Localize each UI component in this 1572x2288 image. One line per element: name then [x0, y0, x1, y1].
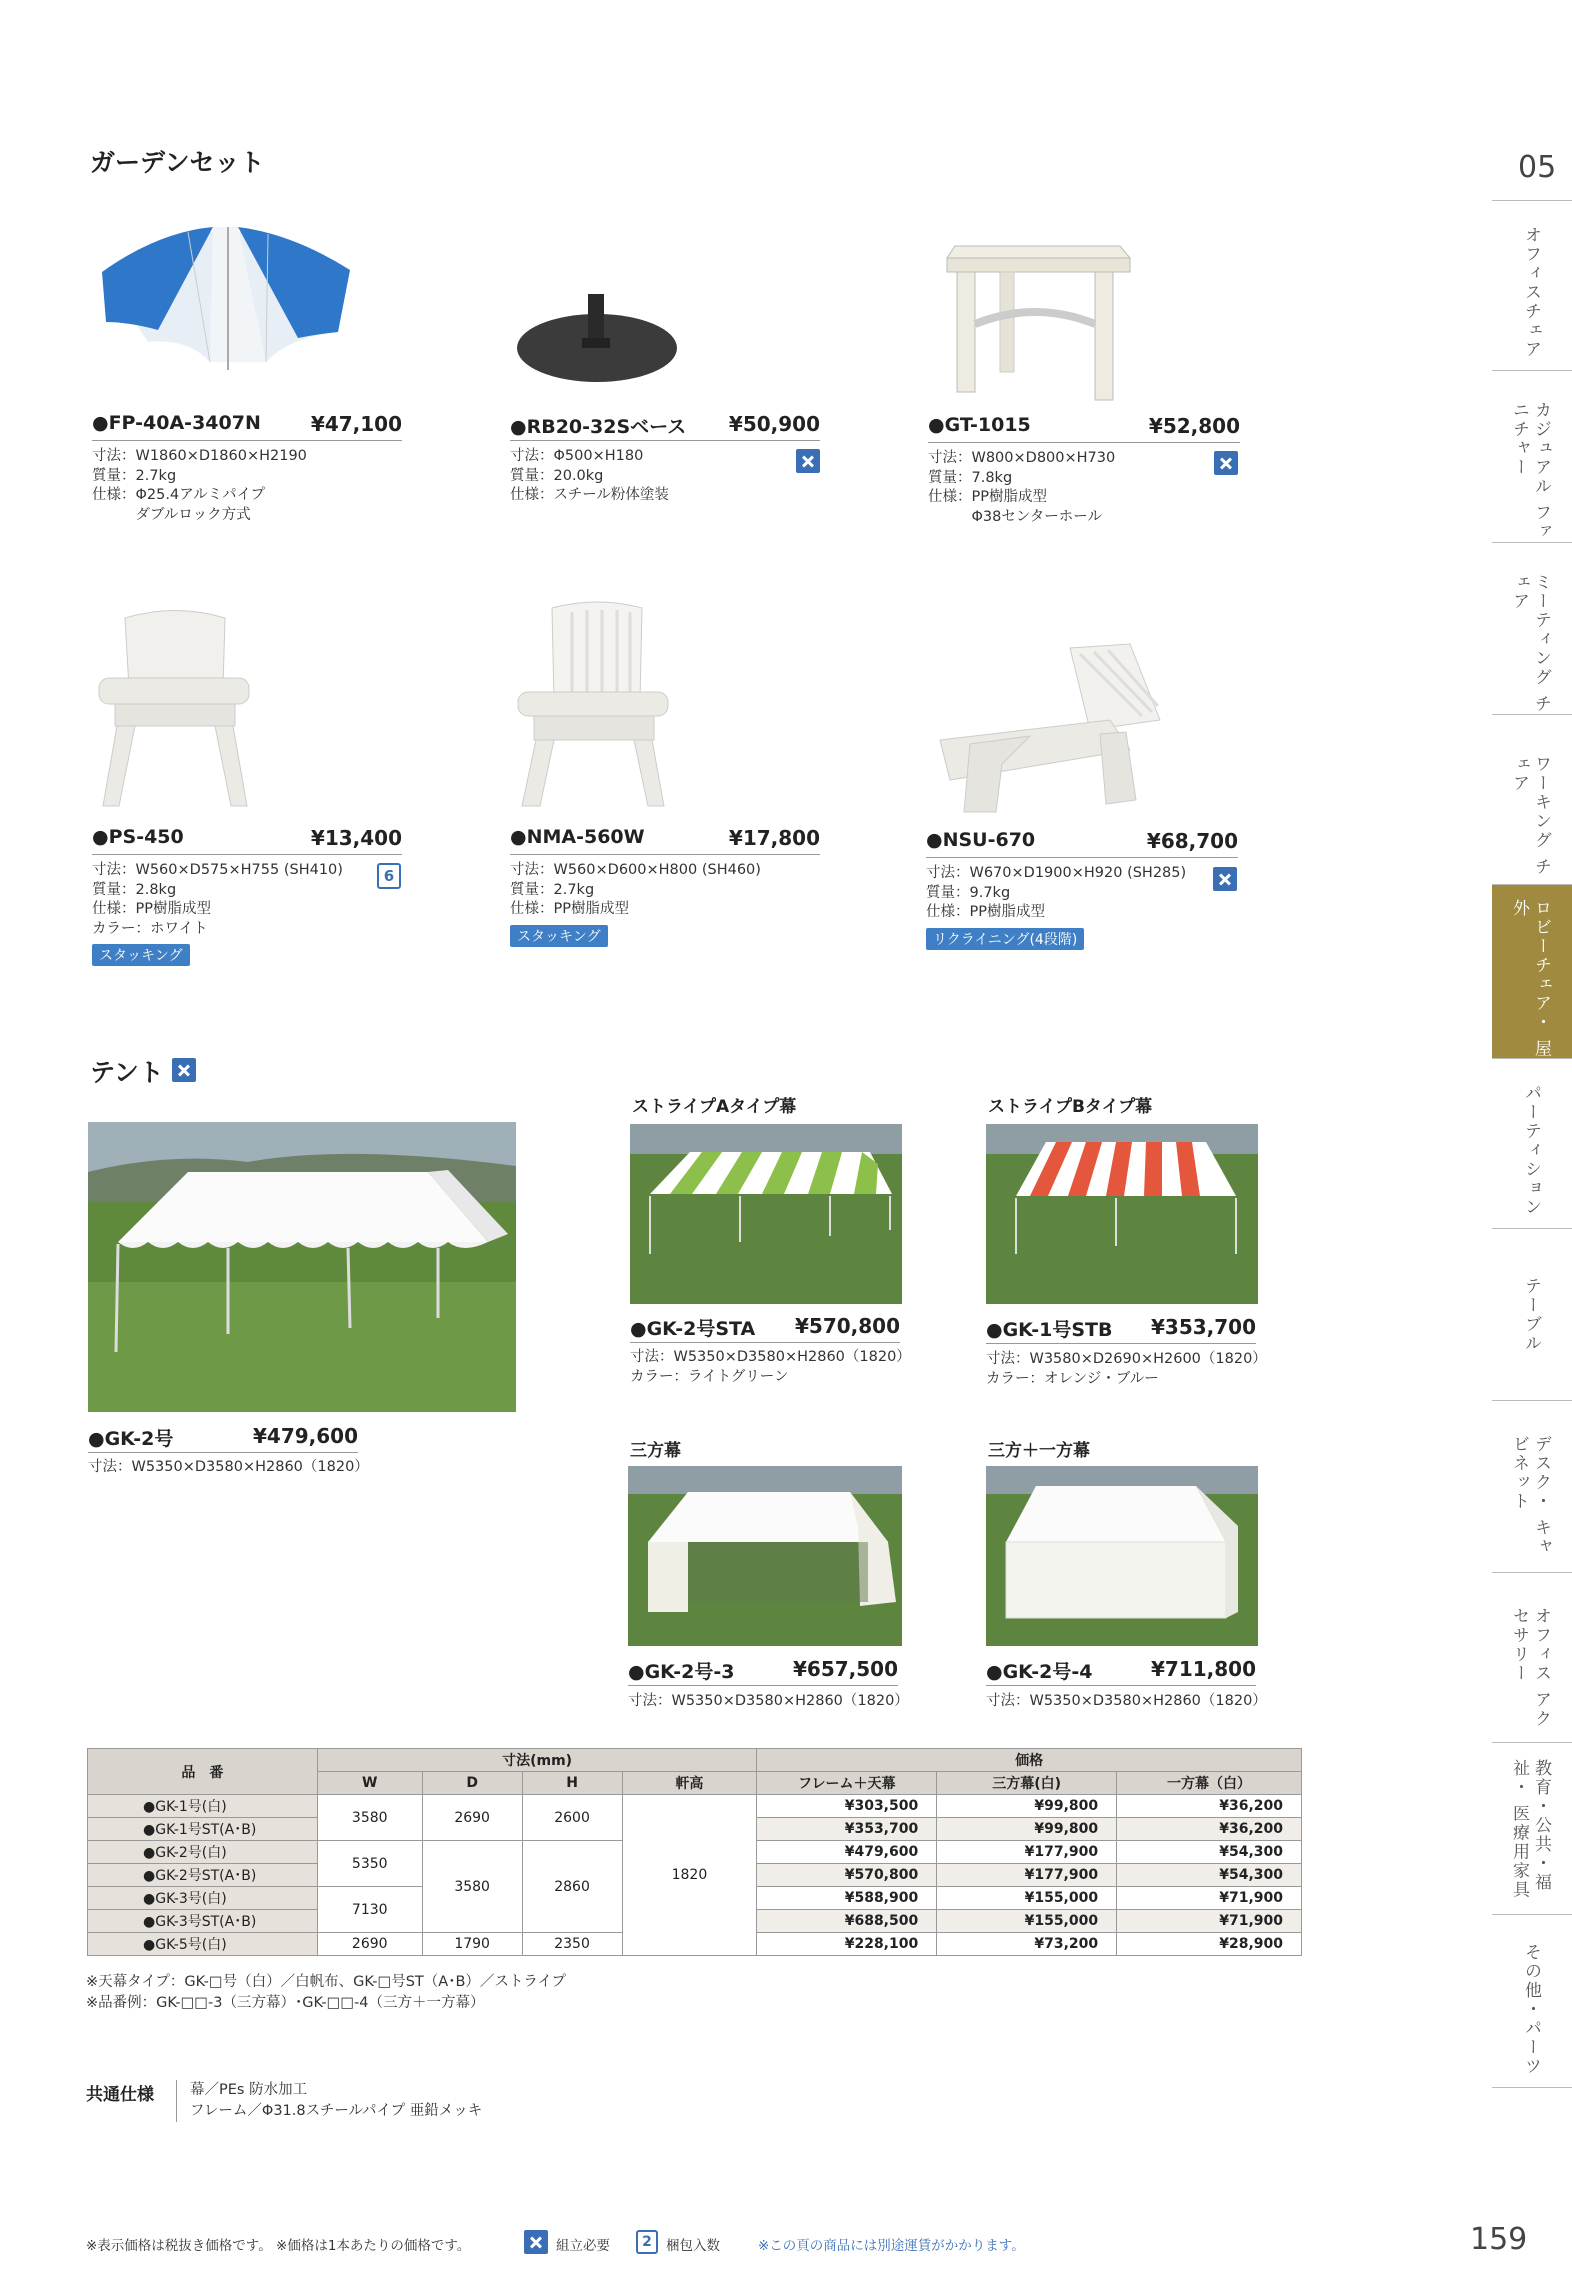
table-cell-code: ●GK-3号ST(A･B): [88, 1910, 318, 1933]
tent-stripe-a-photo: [630, 1124, 902, 1304]
side-tab-casual[interactable]: [1492, 370, 1572, 543]
tent-four-sides-photo: [986, 1466, 1258, 1646]
table-cell-price: ¥71,900: [1117, 1887, 1302, 1910]
product-name: ●GK-1号STB: [986, 1319, 1113, 1341]
side-tab-label: テーブル: [1521, 1277, 1541, 1353]
chair-nma560w-image: [512, 600, 672, 810]
divider: [176, 2080, 177, 2122]
table-cell-price: ¥71,900: [1117, 1910, 1302, 1933]
tent-subtitle: 三方＋一方幕: [988, 1441, 1090, 1461]
common-spec-text: 幕／PEs 防水加工 フレーム／Φ31.8スチールパイプ 亜鉛メッキ: [190, 2082, 483, 2119]
table-cell-code: ●GK-3号(白): [88, 1887, 318, 1910]
product-price: ¥52,800: [1148, 414, 1240, 438]
table-cell-w: 5350: [317, 1841, 422, 1887]
product-price: ¥711,800: [1150, 1657, 1256, 1681]
table-cell-price: ¥36,200: [1117, 1818, 1302, 1841]
pack-count-icon: 2: [636, 2230, 658, 2254]
table-cell-code: ●GK-5号(白): [88, 1933, 318, 1956]
umbrella-base-image: [512, 290, 682, 386]
table-cell-price: ¥54,300: [1117, 1841, 1302, 1864]
product-name: ●GK-2号-3: [628, 1661, 735, 1683]
side-tab-label: オフィス アクセサリー: [1509, 1607, 1551, 1729]
product-header: [928, 414, 1240, 443]
side-tab-desk-cabinet[interactable]: [1492, 1400, 1572, 1573]
table-cell-price: ¥479,600: [757, 1841, 937, 1864]
table-notes: ※天幕タイプ：GK-□号（白）／白帆布、GK-□号ST（A･B）／ストライプ ※品番例：GK-□□-3（三方幕）･GK-□□-4（三方＋一方幕）: [86, 1974, 567, 2011]
product-header: [986, 1657, 1256, 1686]
assembly-icon: [796, 449, 820, 473]
table-cell-code: ●GK-1号(白): [88, 1795, 318, 1818]
tent-subtitle: ストライプAタイプ幕: [632, 1097, 797, 1117]
product-specs: 寸法：W5350×D3580×H2860（1820）: [88, 1459, 369, 1475]
product-price: ¥570,800: [794, 1314, 900, 1338]
table-cell-d: 3580: [422, 1841, 522, 1933]
product-specs: 寸法：W3580×D2690×H2600（1820） カラー：オレンジ・ブルー: [986, 1351, 1267, 1387]
tent-subtitle: 三方幕: [630, 1441, 681, 1461]
side-tab-others[interactable]: [1492, 1914, 1572, 2088]
side-tab-label: カジュアル ファニチャー: [1509, 401, 1551, 542]
product-price: ¥13,400: [310, 826, 402, 850]
common-spec-title: 共通仕様: [86, 2085, 154, 2105]
product-specs: 寸法：W5350×D3580×H2860（1820）: [986, 1693, 1267, 1709]
assembly-icon: [1213, 867, 1237, 891]
table-cell-d: 2690: [422, 1795, 522, 1841]
product-specs: 寸法：W1860×D1860×H2190 質量：2.7kg 仕様：Φ25.4アルミパイプ ダブルロック方式: [92, 448, 307, 523]
section-title-garden: ガーデンセット: [90, 148, 265, 177]
side-tab-label: デスク・ キャビネット: [1509, 1435, 1551, 1557]
assembly-icon: [1214, 451, 1238, 475]
table-cell-price: ¥177,900: [937, 1864, 1117, 1887]
chair-ps450-image: [95, 608, 255, 810]
table-header-h: H: [522, 1772, 622, 1795]
side-tab-label: パーティション: [1521, 1084, 1541, 1217]
product-name: ●GK-2号: [88, 1428, 174, 1450]
table-cell-price: ¥570,800: [757, 1864, 937, 1887]
table-header-price: 価格: [757, 1749, 1302, 1772]
side-tab-label: 教育・公共・福祉・ 医療用家具: [1509, 1759, 1551, 1900]
product-header: [510, 412, 820, 441]
table-header-eave: 軒高: [622, 1772, 757, 1795]
feature-tag: リクライニング(4段階): [926, 928, 1084, 950]
side-tab-label: ミーティング チェア: [1509, 573, 1551, 714]
footer-assembly-label: 組立必要: [556, 2238, 610, 2254]
feature-tag: スタッキング: [92, 944, 190, 966]
side-tab-working[interactable]: [1492, 714, 1572, 885]
table-cell-price: ¥36,200: [1117, 1795, 1302, 1818]
assembly-icon: [524, 2230, 548, 2254]
product-price: ¥479,600: [252, 1424, 358, 1448]
feature-tag: スタッキング: [510, 925, 608, 947]
table-cell-code: ●GK-2号(白): [88, 1841, 318, 1864]
side-tab-table[interactable]: [1492, 1228, 1572, 1401]
tent-three-sides-photo: [628, 1466, 902, 1646]
table-cell-w: 7130: [317, 1887, 422, 1933]
product-name: ●NMA-560W: [510, 826, 645, 848]
table-cell-price: ¥28,900: [1117, 1933, 1302, 1956]
side-tab-label: その他・パーツ: [1521, 1943, 1541, 2076]
table-cell-price: ¥155,000: [937, 1887, 1117, 1910]
side-tab-label: ワーキング チェア: [1509, 755, 1551, 877]
product-specs: 寸法：Φ500×H180 質量：20.0kg 仕様：スチール粉体塗装: [510, 448, 669, 503]
page-number: 159: [1470, 2222, 1528, 2257]
product-price: ¥657,500: [792, 1657, 898, 1681]
table-header-size: 寸法(mm): [317, 1749, 757, 1772]
side-tab-lobby-outdoor[interactable]: [1492, 884, 1572, 1059]
table-header-three-side: 三方幕(白): [937, 1772, 1117, 1795]
table-cell-price: ¥73,200: [937, 1933, 1117, 1956]
table-cell-price: ¥303,500: [757, 1795, 937, 1818]
tent-price-table: [87, 1748, 1302, 1956]
table-cell-h: 2350: [522, 1933, 622, 1956]
section-title-tent: テント: [90, 1058, 164, 1087]
table-cell-h: 2860: [522, 1841, 622, 1933]
footer-pack-label: 梱包入数: [666, 2238, 720, 2254]
product-specs: 寸法：W800×D800×H730 質量：7.8kg 仕様：PP樹脂成型 Φ38センターホール: [928, 450, 1116, 525]
tent-subtitle: ストライプBタイプ幕: [988, 1097, 1153, 1117]
product-specs: 寸法：W560×D600×H800 (SH460) 質量：2.7kg 仕様：PP樹脂成型: [510, 862, 761, 917]
product-name: ●GK-2号-4: [986, 1661, 1093, 1683]
chapter-number: 05: [1518, 150, 1557, 185]
table-cell-code: ●GK-1号ST(A･B): [88, 1818, 318, 1841]
product-specs: 寸法：W5350×D3580×H2860（1820）: [628, 1693, 909, 1709]
side-tab-label: オフィスチェア: [1521, 226, 1541, 359]
side-tab-education[interactable]: [1492, 1742, 1572, 1915]
table-cell-code: ●GK-2号ST(A･B): [88, 1864, 318, 1887]
product-price: ¥47,100: [310, 412, 402, 436]
table-header-d: D: [422, 1772, 522, 1795]
product-header: [628, 1657, 898, 1686]
table-row: [88, 1795, 1302, 1818]
table-cell-price: ¥177,900: [937, 1841, 1117, 1864]
table-cell-w: 2690: [317, 1933, 422, 1956]
product-price: ¥353,700: [1150, 1315, 1256, 1339]
table-header-frame: フレーム＋天幕: [757, 1772, 937, 1795]
product-header: [88, 1424, 358, 1453]
product-header: [926, 829, 1238, 858]
product-header: [92, 412, 402, 441]
product-header: [986, 1315, 1256, 1344]
product-name: ●NSU-670: [926, 829, 1036, 851]
table-cell-price: ¥228,100: [757, 1933, 937, 1956]
product-header: [630, 1314, 900, 1343]
product-specs: 寸法：W670×D1900×H920 (SH285) 質量：9.7kg 仕様：PP樹脂成型: [926, 865, 1187, 920]
product-name: ●GK-2号STA: [630, 1318, 756, 1340]
side-tab-meeting[interactable]: [1492, 542, 1572, 715]
table-cell-h: 2600: [522, 1795, 622, 1841]
product-specs: 寸法：W5350×D3580×H2860（1820） カラー：ライトグリーン: [630, 1349, 911, 1385]
product-name: ●PS-450: [92, 826, 184, 848]
table-header-code: 品 番: [88, 1749, 318, 1795]
table-cell-price: ¥688,500: [757, 1910, 937, 1933]
side-tab-partition[interactable]: [1492, 1058, 1572, 1229]
product-price: ¥68,700: [1146, 829, 1238, 853]
product-specs: 寸法：W560×D575×H755 (SH410) 質量：2.8kg 仕様：PP樹脂成型 カラー：ホワイト: [92, 862, 343, 937]
table-cell-d: 1790: [422, 1933, 522, 1956]
product-header: [92, 826, 402, 855]
product-name: ●RB20-32Sベース: [510, 416, 687, 438]
table-cell-price: ¥155,000: [937, 1910, 1117, 1933]
table-header-w: W: [317, 1772, 422, 1795]
table-cell-price: ¥99,800: [937, 1818, 1117, 1841]
product-price: ¥50,900: [728, 412, 820, 436]
lounger-image: [930, 640, 1170, 820]
footer-shipping-note: ※この頁の商品には別途運賃がかかります。: [758, 2238, 1025, 2254]
product-name: ●FP-40A-3407N: [92, 412, 261, 434]
side-tab-label: ロビーチェア・ 屋外: [1509, 899, 1551, 1059]
table-header-one-side: 一方幕（白）: [1117, 1772, 1302, 1795]
table-cell-price: ¥353,700: [757, 1818, 937, 1841]
table-image: [935, 228, 1135, 404]
umbrella-image: [98, 212, 354, 372]
table-cell-price: ¥588,900: [757, 1887, 937, 1910]
table-cell-eave: 1820: [622, 1795, 757, 1956]
table-cell-price: ¥99,800: [937, 1795, 1117, 1818]
tent-photo: [88, 1122, 516, 1412]
table-cell-w: 3580: [317, 1795, 422, 1841]
table-cell-price: ¥54,300: [1117, 1864, 1302, 1887]
side-tab-office-accessory[interactable]: [1492, 1572, 1572, 1743]
footer-note: ※表示価格は税抜き価格です。 ※価格は1本あたりの価格です。: [86, 2238, 471, 2254]
pack-count-icon: 6: [377, 863, 401, 889]
product-price: ¥17,800: [728, 826, 820, 850]
tent-stripe-b-photo: [986, 1124, 1258, 1304]
assembly-icon: [172, 1058, 196, 1082]
side-tab-office-chair[interactable]: [1492, 200, 1572, 371]
product-header: [510, 826, 820, 855]
product-name: ●GT-1015: [928, 414, 1031, 436]
